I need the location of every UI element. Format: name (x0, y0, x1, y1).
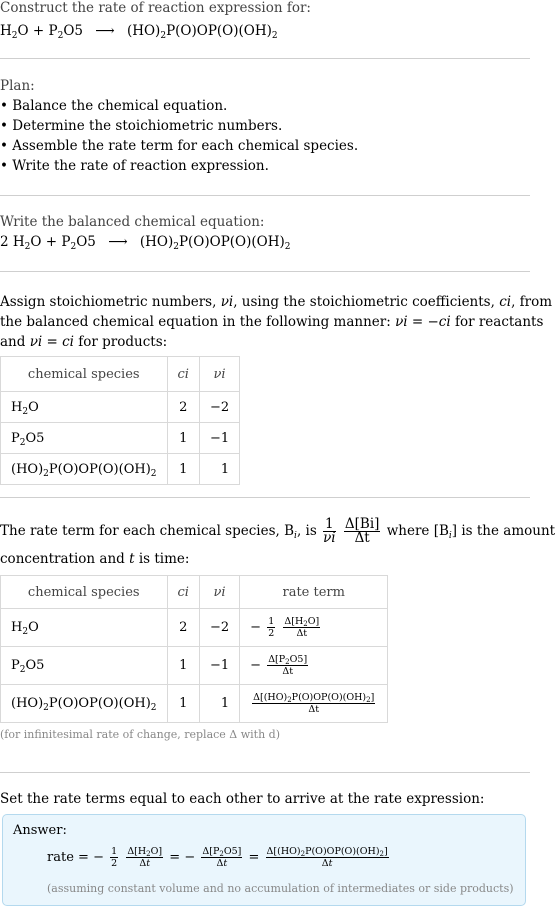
final-text: Set the rate terms equal to each other to arrive at the rate expression: (0, 791, 485, 807)
divider (0, 271, 530, 272)
answer-label: Answer: (13, 823, 67, 838)
divider (0, 497, 530, 498)
final-section (0, 789, 530, 809)
page-title: Construct the rate of reaction expression for: (0, 0, 311, 16)
balanced-equation: 2 $H_2O + P_2O5$ ⟶ $(HO)_2P(O)OP(O)(OH)_2$ (0, 234, 291, 252)
table-header-row: chemical species ci νi rate term (1, 576, 388, 609)
table-header-row: chemical species ci νi (1, 357, 240, 392)
reactant-p2o5: $P_2O5$ (48, 23, 83, 41)
stoich-text: and νi = ci for products: (0, 334, 168, 350)
stoich-section (0, 292, 553, 485)
plus-sign: + (32, 23, 45, 39)
balanced-section (0, 212, 530, 252)
fraction: $\frac{\Delta[Bi]}{\Delta t}$ (344, 516, 380, 546)
infinitesimal-note: (for infinitesimal rate of change, replace Δ with d) (0, 728, 281, 741)
rate-section (0, 513, 555, 745)
reactant-h2o: $H_2O$ (0, 23, 29, 41)
table-row: $H_2O$ 2 −2 (1, 392, 240, 423)
answer-note: (assuming constant volume and no accumulation of intermediates or side products) (47, 882, 514, 895)
plan-label: Plan: (0, 78, 35, 94)
plan-step: • Assemble the rate term for each chemical species. (0, 138, 359, 154)
plan-section (0, 76, 530, 176)
rate-expression: rate = − $\frac{1}{2}$ $\frac{\Delta[H_2O]}{\Delta t}$ = − $\frac{\Delta[P_2O5]}{\Delta t}$ = $\frac{\Delta[(HO)_2P(O)OP(O)(OH)_2]}{\Delta t}$ (47, 846, 388, 869)
divider (0, 772, 530, 773)
stoich-text: Assign stoichiometric numbers, νi, using the stoichiometric coefficients, ci, from (0, 294, 553, 310)
table-row: $P_2O5$ 1 −1 (1, 423, 240, 454)
header-section (0, 0, 530, 41)
rate-table (0, 575, 388, 723)
rate-term: − $\frac{\Delta[P_2O5]}{\Delta t}$ (240, 647, 388, 685)
coefficient: 2 (0, 234, 9, 250)
table-row: $(HO)_2P(O)OP(O)(OH)_2$ 1 1 (1, 454, 240, 485)
arrow-icon: ⟶ (95, 23, 115, 39)
fraction: $\frac{1}{\nu i}$ (323, 516, 336, 546)
arrow-icon: ⟶ (108, 234, 128, 250)
divider (0, 195, 530, 196)
stoich-table (0, 356, 240, 485)
table-row: $H_2O$ 2 −2 − $\frac{1}{2}$ $\frac{\Delta[H_2O]}{\Delta t}$ (1, 609, 388, 647)
product: $(HO)_2P(O)OP(O)(OH)_2$ (126, 23, 278, 41)
divider (0, 58, 530, 59)
balanced-label: Write the balanced chemical equation: (0, 214, 265, 230)
plan-step: • Write the rate of reaction expression. (0, 158, 269, 174)
reaction-equation (0, 21, 530, 41)
table-row: $P_2O5$ 1 −1 − $\frac{\Delta[P_2O5]}{\Delta t}$ (1, 647, 388, 685)
answer-box (2, 814, 526, 906)
stoich-text: the balanced chemical equation in the following manner: νi = −ci for reactants (0, 314, 544, 330)
rate-intro: The rate term for each chemical species, $B_i$, is $\frac{1}{\nu i}$ $\frac{\Delta[Bi]}{\Delta t}$ where $[B_i]$ is the amount (0, 516, 555, 546)
rate-term: − $\frac{1}{2}$ $\frac{\Delta[H_2O]}{\Delta t}$ (240, 609, 388, 647)
rate-term: $\frac{\Delta[(HO)_2P(O)OP(O)(OH)_2]}{\Delta t}$ (240, 685, 388, 723)
plan-step: • Determine the stoichiometric numbers. (0, 118, 283, 134)
rate-intro-2: concentration and t is time: (0, 551, 190, 567)
plan-step: • Balance the chemical equation. (0, 98, 228, 114)
table-row: $(HO)_2P(O)OP(O)(OH)_2$ 1 1 $\frac{\Delta[(HO)_2P(O)OP(O)(OH)_2]}{\Delta t}$ (1, 685, 388, 723)
